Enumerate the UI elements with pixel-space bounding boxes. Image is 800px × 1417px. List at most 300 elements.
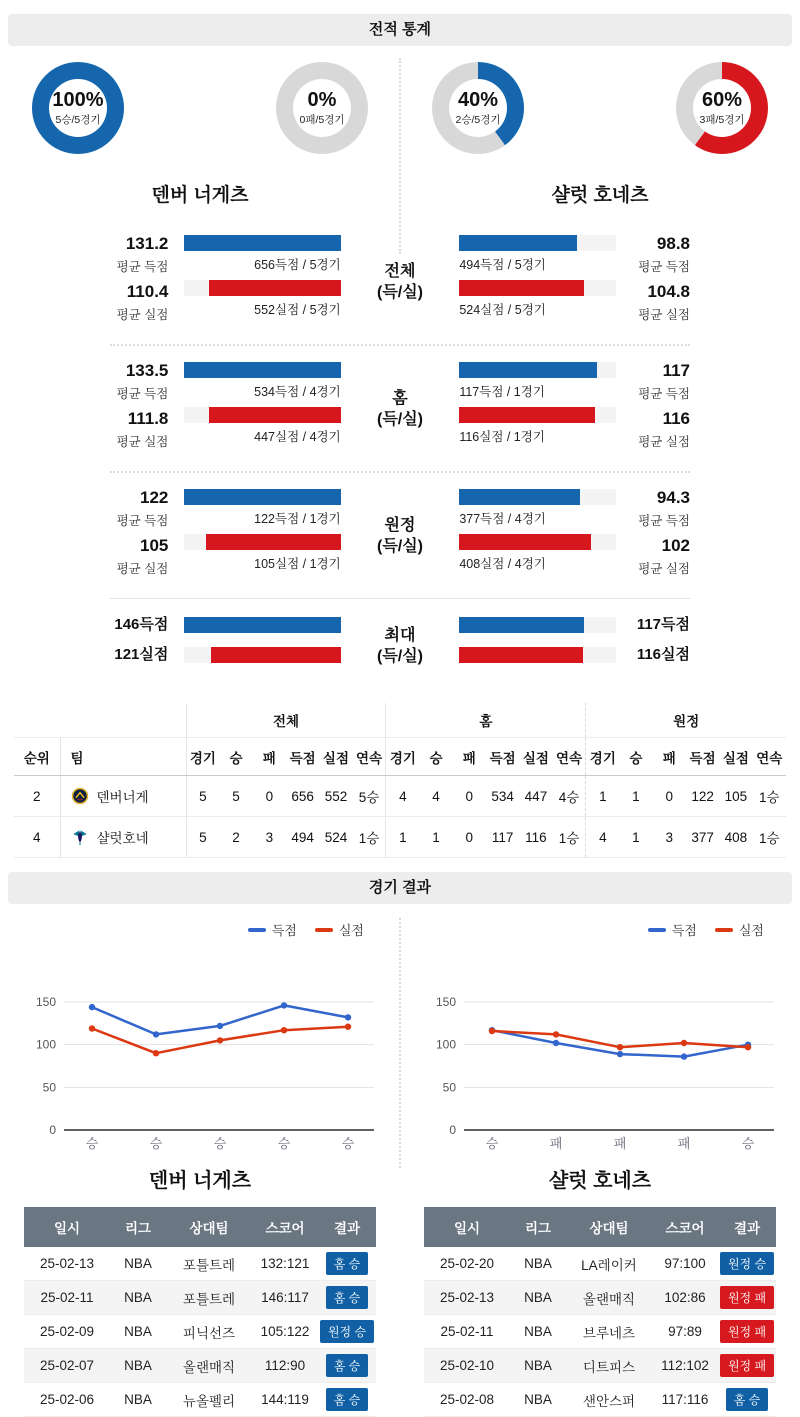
stat-cell: 117	[486, 817, 519, 858]
game-row	[424, 1281, 776, 1315]
compare-section-원정	[110, 489, 690, 585]
svg-text:승: 승	[149, 1136, 163, 1151]
stat-bar-detail: 116실점 / 1경기	[459, 430, 545, 444]
svg-text:100: 100	[435, 1037, 456, 1052]
stat-cell: 3	[253, 817, 286, 858]
average-value-block	[632, 537, 690, 578]
result-cell	[718, 1247, 776, 1281]
average-value: 117	[662, 361, 690, 380]
standings-row	[14, 776, 786, 817]
stat-bar-block	[184, 362, 340, 400]
section-label	[357, 262, 444, 304]
donut-percent-label: 60%	[701, 88, 743, 111]
stat-cell: 656	[286, 776, 319, 817]
donut-center	[49, 79, 107, 137]
left-bars-column	[184, 617, 340, 677]
standings-row	[14, 817, 786, 858]
game-table-header-row	[24, 1207, 376, 1247]
game-col-header-스코어: 스코어	[252, 1207, 318, 1247]
stat-bar-fill	[209, 407, 340, 423]
stat-cell: 1승	[753, 817, 786, 858]
score-cell: 112:90	[252, 1349, 318, 1383]
stat-bar-fill	[184, 235, 340, 251]
stat-cell: 5	[219, 776, 252, 817]
average-value-block	[632, 235, 690, 276]
stat-cell: 0	[253, 776, 286, 817]
game-row	[424, 1315, 776, 1349]
donut-center	[293, 79, 351, 137]
donut-record-label: 3패/5경기	[699, 113, 745, 126]
section-label	[357, 626, 444, 668]
stat-bar-track	[459, 362, 615, 378]
stat-bar-track	[459, 407, 615, 423]
stat-bar-detail: 117득점 / 1경기	[459, 385, 545, 399]
left-team-name: 덴버 너게츠	[151, 185, 249, 206]
result-cell	[318, 1383, 376, 1417]
league-cell: NBA	[510, 1315, 566, 1349]
right-result-title: 샬럿 호네츠	[548, 1170, 652, 1192]
section-label-line1: 전체	[384, 263, 416, 281]
stat-cell: 534	[486, 776, 519, 817]
game-col-header-일시: 일시	[424, 1207, 510, 1247]
average-value: 116	[662, 409, 690, 428]
opponent-cell: 올랜매직	[566, 1281, 652, 1315]
average-value-block	[632, 410, 690, 451]
date-cell: 25-02-11	[24, 1281, 110, 1315]
legend-label: 득점	[271, 923, 297, 938]
date-cell: 25-02-07	[24, 1349, 110, 1383]
result-badge: 원정 패	[720, 1286, 774, 1309]
average-caption: 평균 실점	[638, 434, 690, 449]
stat-cell: 524	[319, 817, 352, 858]
result-cell	[318, 1247, 376, 1281]
svg-text:150: 150	[435, 995, 456, 1009]
result-cell	[318, 1281, 376, 1315]
stat-bar-detail: 377득점 / 4경기	[459, 512, 546, 526]
svg-text:승: 승	[213, 1136, 227, 1151]
svg-text:패: 패	[549, 1136, 563, 1151]
result-cell	[318, 1315, 376, 1349]
stat-bar-detail: 408실점 / 4경기	[459, 557, 546, 571]
stat-header-경기: 경기	[186, 738, 219, 776]
game-row	[24, 1247, 376, 1281]
stat-bar-block	[184, 534, 340, 572]
stat-cell: 377	[686, 817, 719, 858]
result-badge: 홈 승	[726, 1388, 769, 1411]
league-cell: NBA	[510, 1383, 566, 1417]
section-label	[357, 389, 444, 431]
stat-bar-track	[184, 280, 340, 296]
team-cell-content	[61, 786, 186, 806]
date-cell: 25-02-10	[424, 1349, 510, 1383]
score-cell: 97:89	[652, 1315, 718, 1349]
result-cell	[718, 1281, 776, 1315]
score-cell: 112:102	[652, 1349, 718, 1383]
svg-text:승: 승	[741, 1136, 755, 1151]
stat-header-연속: 연속	[353, 738, 386, 776]
donut-percent-label: 0%	[307, 88, 337, 111]
result-cell	[718, 1315, 776, 1349]
game-col-header-결과: 결과	[718, 1207, 776, 1247]
legend-label: 실점	[338, 923, 364, 938]
opponent-cell: 피닉선즈	[166, 1315, 252, 1349]
average-value-block	[110, 410, 168, 451]
date-cell: 25-02-13	[24, 1247, 110, 1281]
section-label-line1: 원정	[384, 517, 416, 535]
date-cell: 25-02-11	[424, 1315, 510, 1349]
stat-bar-track	[459, 235, 615, 251]
results-section-header: 경기 결과	[8, 872, 792, 904]
donut-record-label: 5승/5경기	[55, 113, 101, 126]
stat-cell: 552	[319, 776, 352, 817]
result-badge: 홈 승	[326, 1286, 369, 1309]
game-col-header-일시: 일시	[24, 1207, 110, 1247]
stat-cell: 4	[419, 776, 452, 817]
stat-bar-detail: 447실점 / 4경기	[254, 430, 341, 444]
average-value: 105	[140, 536, 169, 555]
svg-text:승: 승	[485, 1136, 499, 1151]
result-badge: 홈 승	[326, 1388, 369, 1411]
stat-cell: 1	[386, 817, 419, 858]
date-cell: 25-02-13	[424, 1281, 510, 1315]
stat-cell: 4	[586, 817, 619, 858]
average-caption: 평균 득점	[116, 513, 169, 528]
opponent-cell: 포틀트레	[166, 1281, 252, 1315]
compare-section-max	[110, 617, 690, 677]
stat-bar-track	[459, 489, 615, 505]
svg-text:0: 0	[449, 1123, 456, 1137]
league-cell: NBA	[510, 1281, 566, 1315]
result-cell	[718, 1349, 776, 1383]
stat-bar-track	[184, 534, 340, 550]
stat-cell: 1	[586, 776, 619, 817]
game-row	[424, 1383, 776, 1417]
stat-bar-fill	[459, 280, 584, 296]
stat-bar-block	[184, 235, 340, 273]
stat-bar-block	[184, 489, 340, 527]
game-col-header-리그: 리그	[110, 1207, 166, 1247]
result-badge: 홈 승	[326, 1252, 369, 1275]
line-chart-left	[0, 910, 400, 1160]
standings-group-header-row	[14, 703, 786, 738]
stat-header-경기: 경기	[386, 738, 419, 776]
date-cell: 25-02-09	[24, 1315, 110, 1349]
date-cell: 25-02-08	[424, 1383, 510, 1417]
stat-bar-track	[459, 617, 615, 633]
stat-bar-fill	[459, 235, 576, 251]
average-value-block	[110, 537, 168, 578]
stat-header-패: 패	[253, 738, 286, 776]
left-result-title: 덴버 너게츠	[148, 1170, 252, 1192]
legend-item	[648, 920, 697, 939]
opponent-cell: 뉴올펠리	[166, 1383, 252, 1417]
stat-cell: 0	[653, 776, 686, 817]
stat-header-연속: 연속	[553, 738, 586, 776]
opponent-cell: 브루네츠	[566, 1315, 652, 1349]
stat-bar-detail: 105실점 / 1경기	[254, 557, 341, 571]
stat-bar-detail: 656득점 / 5경기	[254, 258, 341, 272]
left-values-column	[110, 489, 168, 585]
right-values-column	[632, 235, 690, 331]
svg-text:승: 승	[277, 1136, 291, 1151]
hornets-logo-icon	[71, 828, 89, 846]
donut-percent-label: 100%	[52, 88, 104, 111]
line-chart-right	[400, 910, 800, 1160]
donut-center	[693, 79, 751, 137]
legend-swatch-icon	[648, 928, 666, 932]
left-values-column	[110, 362, 168, 458]
stat-cell: 1	[419, 817, 452, 858]
right-team-donuts	[400, 62, 800, 154]
legend-label: 실점	[738, 923, 764, 938]
average-value: 133.5	[125, 361, 169, 380]
game-col-header-상대팀: 상대팀	[566, 1207, 652, 1247]
svg-text:50: 50	[42, 1080, 56, 1095]
donut-record-label: 0패/5경기	[299, 113, 345, 126]
stat-cell: 1승	[753, 776, 786, 817]
league-cell: NBA	[110, 1383, 166, 1417]
average-caption: 평균 실점	[116, 307, 169, 322]
stat-cell: 1승	[353, 817, 386, 858]
game-row	[24, 1349, 376, 1383]
legend-swatch-icon	[315, 928, 333, 932]
league-cell: NBA	[510, 1247, 566, 1281]
game-col-header-리그: 리그	[510, 1207, 566, 1247]
stat-bar-block	[459, 534, 615, 572]
left-values-column	[110, 617, 168, 677]
stat-bar-track	[184, 617, 340, 633]
stat-cell: 2	[219, 817, 252, 858]
chart-legend	[648, 920, 764, 939]
result-cell	[318, 1349, 376, 1383]
stat-bar-track	[184, 489, 340, 505]
result-badge: 홈 승	[326, 1354, 369, 1377]
svg-text:패: 패	[613, 1136, 627, 1151]
average-value-block	[110, 362, 168, 403]
stat-bar-detail: 534득점 / 4경기	[254, 385, 341, 399]
average-value: 104.8	[647, 282, 690, 301]
left-team-donuts	[0, 62, 400, 154]
average-value: 98.8	[656, 234, 690, 253]
stat-bar-fill	[459, 647, 582, 663]
section-label-line1: 최대	[384, 627, 416, 645]
league-cell: NBA	[110, 1315, 166, 1349]
max-value-label: 116실점	[636, 646, 690, 663]
stat-bar-fill	[459, 407, 595, 423]
score-cell: 102:86	[652, 1281, 718, 1315]
average-caption: 평균 득점	[638, 513, 690, 528]
donut-record-label: 2승/5경기	[455, 113, 501, 126]
blank-cell	[60, 703, 186, 738]
group-header-홈: 홈	[386, 703, 586, 738]
stat-header-득점: 득점	[286, 738, 319, 776]
stat-bar-block	[459, 489, 615, 527]
game-table-header-row	[424, 1207, 776, 1247]
standings-table-wrap	[14, 703, 786, 858]
left-bars-column	[184, 362, 340, 452]
score-comparison-section	[110, 235, 690, 677]
stat-cell: 1	[619, 817, 652, 858]
stat-bar-fill	[459, 534, 590, 550]
game-row	[24, 1281, 376, 1315]
stat-header-득점: 득점	[686, 738, 719, 776]
stat-cell: 116	[519, 817, 552, 858]
stat-cell: 5승	[353, 776, 386, 817]
stat-cell: 408	[719, 817, 752, 858]
section-separator	[110, 598, 690, 599]
average-caption: 평균 실점	[638, 561, 690, 576]
win-rate-donut	[32, 62, 124, 154]
stat-cell: 122	[686, 776, 719, 817]
stat-bar-fill	[184, 489, 340, 505]
score-cell: 117:116	[652, 1383, 718, 1417]
rank-cell: 4	[14, 817, 60, 858]
game-row	[24, 1383, 376, 1417]
stat-header-실점: 실점	[719, 738, 752, 776]
result-badge: 원정 패	[720, 1354, 774, 1377]
team-cell	[60, 817, 186, 858]
stat-header-실점: 실점	[319, 738, 352, 776]
stat-bar-fill	[211, 647, 341, 663]
stats-section-header: 전적 통계	[8, 14, 792, 46]
stat-bar-block	[459, 280, 615, 318]
game-col-header-스코어: 스코어	[652, 1207, 718, 1247]
section-label	[357, 516, 444, 558]
average-value: 131.2	[125, 234, 169, 253]
average-caption: 평균 득점	[638, 386, 690, 401]
team-header: 팀	[60, 738, 186, 776]
score-cell: 144:119	[252, 1383, 318, 1417]
left-bars-column	[184, 235, 340, 325]
stat-cell: 0	[453, 817, 486, 858]
stat-bar-fill	[209, 280, 340, 296]
game-row	[424, 1247, 776, 1281]
opponent-cell: 디트피스	[566, 1349, 652, 1383]
nuggets-logo-icon	[71, 787, 89, 805]
right-bars-column	[459, 235, 615, 325]
line-chart-svg	[406, 942, 791, 1160]
section-label-line2: (득/실)	[376, 284, 423, 301]
stat-header-승: 승	[419, 738, 452, 776]
chart-legend	[248, 920, 364, 939]
opponent-cell: 올랜매직	[166, 1349, 252, 1383]
donut-percent-label: 40%	[457, 88, 499, 111]
stat-bar-block	[459, 235, 615, 273]
stat-header-승: 승	[619, 738, 652, 776]
blank-cell	[14, 703, 60, 738]
average-value: 122	[140, 488, 169, 507]
stat-bar-block	[459, 362, 615, 400]
stat-cell: 5	[186, 817, 219, 858]
section-label-line2: (득/실)	[376, 538, 423, 555]
team-cell	[60, 776, 186, 817]
average-value: 110.4	[126, 282, 169, 301]
win-rate-donut	[676, 62, 768, 154]
average-value: 94.3	[656, 488, 690, 507]
legend-item	[715, 920, 764, 939]
stat-bar-track	[184, 407, 340, 423]
max-value-label: 146득점	[114, 616, 169, 633]
stat-bar-block	[184, 407, 340, 445]
stat-header-승: 승	[219, 738, 252, 776]
legend-swatch-icon	[715, 928, 733, 932]
game-table	[24, 1207, 376, 1417]
right-bars-column	[459, 362, 615, 452]
game-row	[24, 1315, 376, 1349]
compare-section-홈	[110, 362, 690, 458]
team-cell-content	[61, 827, 186, 847]
average-value-block	[632, 489, 690, 530]
average-value: 111.8	[127, 409, 169, 428]
record-stats-section	[0, 46, 800, 207]
legend-item	[315, 920, 364, 939]
stat-cell: 4승	[553, 776, 586, 817]
rank-header: 순위	[14, 738, 60, 776]
stat-bar-track	[184, 362, 340, 378]
average-value-block	[110, 235, 168, 276]
stat-bar-fill	[459, 489, 579, 505]
stat-cell: 1	[619, 776, 652, 817]
game-col-header-결과: 결과	[318, 1207, 376, 1247]
stat-bar-track	[459, 647, 615, 663]
opponent-cell: 포틀트레	[166, 1247, 252, 1281]
section-separator	[110, 344, 690, 346]
result-badge: 원정 승	[320, 1320, 374, 1343]
svg-text:패: 패	[677, 1136, 691, 1151]
group-header-원정: 원정	[586, 703, 786, 738]
average-caption: 평균 득점	[638, 259, 690, 274]
stat-bar-block	[184, 280, 340, 318]
svg-text:150: 150	[35, 995, 56, 1009]
svg-text:0: 0	[49, 1123, 56, 1137]
league-cell: NBA	[510, 1349, 566, 1383]
line-chart-svg	[6, 942, 391, 1160]
league-cell: NBA	[110, 1281, 166, 1315]
left-bars-column	[184, 489, 340, 579]
average-value-block	[110, 489, 168, 530]
right-team-name: 샬럿 호네츠	[551, 185, 649, 206]
right-values-column	[632, 489, 690, 585]
left-values-column	[110, 235, 168, 331]
opponent-cell: 샌안스퍼	[566, 1383, 652, 1417]
league-cell: NBA	[110, 1247, 166, 1281]
date-cell: 25-02-06	[24, 1383, 110, 1417]
average-caption: 평균 득점	[116, 386, 169, 401]
average-value: 102	[661, 536, 690, 555]
stat-bar-block	[459, 407, 615, 445]
svg-text:승: 승	[341, 1136, 355, 1151]
average-caption: 평균 실점	[638, 307, 690, 322]
stat-header-패: 패	[453, 738, 486, 776]
game-col-header-상대팀: 상대팀	[166, 1207, 252, 1247]
average-caption: 평균 득점	[116, 259, 169, 274]
stat-cell: 3	[653, 817, 686, 858]
stat-cell: 0	[453, 776, 486, 817]
svg-text:50: 50	[442, 1080, 456, 1095]
right-bars-column	[459, 489, 615, 579]
team-short-name: 샬럿호네	[96, 831, 149, 846]
legend-label: 득점	[671, 923, 697, 938]
opponent-cell: LA레이커	[566, 1247, 652, 1281]
average-caption: 평균 실점	[116, 561, 169, 576]
win-rate-donut	[276, 62, 368, 154]
game-result-charts	[0, 910, 800, 1160]
game-result-tables	[0, 1207, 800, 1417]
average-caption: 평균 실점	[116, 434, 169, 449]
legend-item	[248, 920, 297, 939]
team-short-name: 덴버너게	[96, 790, 149, 805]
svg-text:100: 100	[35, 1037, 56, 1052]
